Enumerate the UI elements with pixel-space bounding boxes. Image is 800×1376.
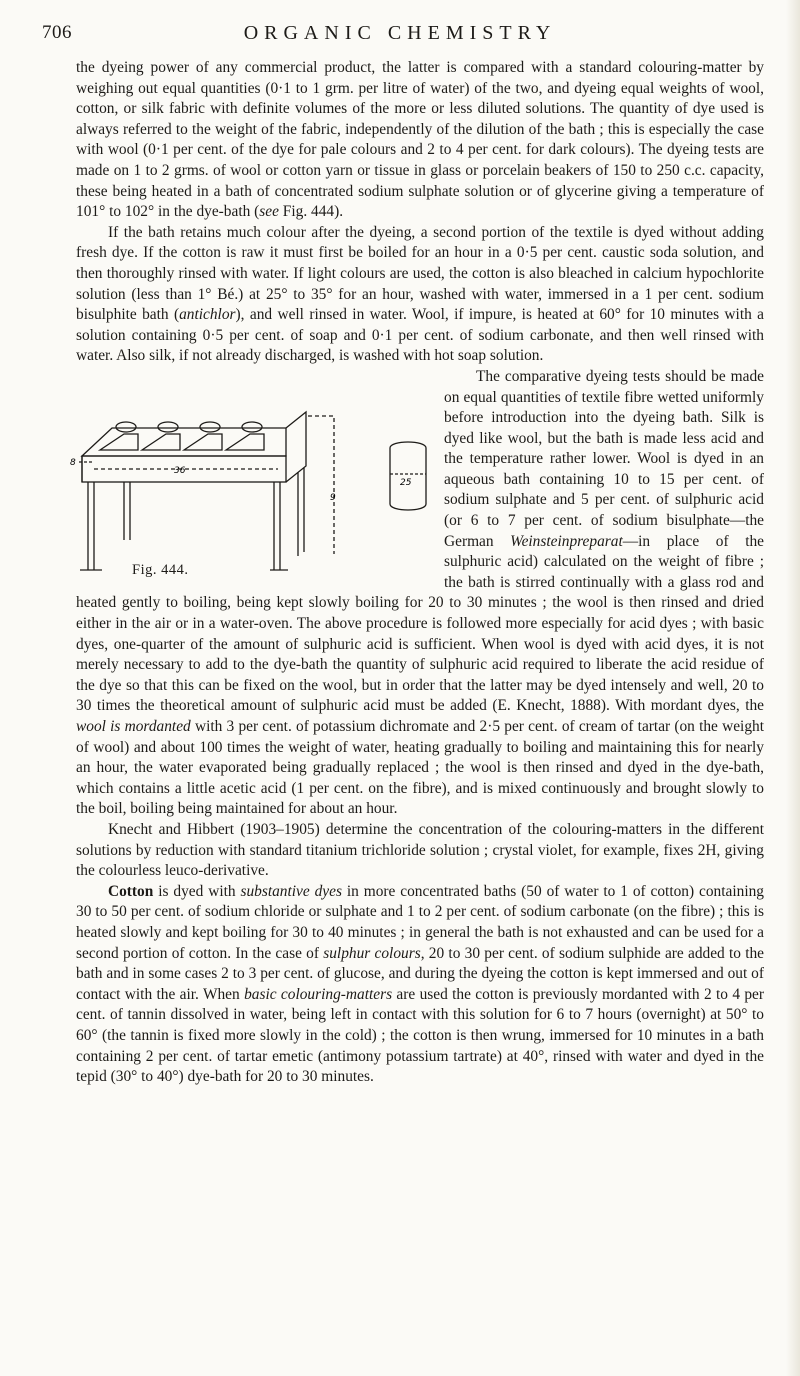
height-dimension-line (308, 416, 334, 554)
paragraph-1-end: Fig. 444). (278, 203, 344, 221)
beaker-holder-2 (142, 434, 180, 450)
dim-height-left-label: 8 (70, 457, 76, 468)
weinsteinpreparat-term: Weinsteinpreparat (510, 532, 623, 550)
antichlor-term: antichlor (179, 306, 236, 324)
front-left-leg (88, 482, 94, 570)
page-number: 706 (42, 22, 72, 43)
page-edge-shadow (786, 0, 800, 1376)
paragraph-5-text-c: , 20 to 30 per cent. of sodium sulphide are added to the bath and in some cases 2 to 3 per cent. of glucose, and during the dyeing the cotton is kept immersed and out of contact with the air. When (76, 944, 765, 1003)
paragraph-1-text: the dyeing power of any commercial product, the latter is compared with a standard colouring-matter by weighing out equal quantities (0·1 to 1 grm. per litre of water) of the two, and dyeing equal weights of wool, cotton, or silk fabric with definite volumes of the more or less diluted solutions. The quantity of dye used is always referred to the weight of the fabric, independently of the dilution of the bath ; this is especially the case with wool (0·1 per cent. of the dye for pale colours and 2 to 4 per cent. for dark colours). The dyeing tests are made on 1 to 2 grms. of wool or cotton yarn or tissue in glass or porcelain beakers of 150 to 250 c.c. capacity, these being heated in a bath of concentrated sodium sulphate solution or of glycerine giving a temperature of 101° to 102° in the dye-bath ( (76, 59, 764, 221)
paragraph-3-text-b: —in place of the sulphuric acid) calculated on the weight of fibre ; the bath is stirred continually with a glass rod and heated gently to boiling, being kept slowly boiling for 20 to 30 minutes ; the wool is then rinsed and dried either in the air or in a water-oven. The above procedure is followed more especially for acid dyes ; with basic dyes, one-quarter of the amount of sulphuric acid is sufficient. When wool is dyed with acid dyes, it is not merely necessary to add to the dye-bath the quantity of sulphuric acid required to liberate the acid residue of the dye so that this can be fixed on the wool, but in order that the latter may be dyed intensely and well, 20 to 30 times the theoretical amount of sulphuric acid must be added (E. Knecht, 1888). With mordant dyes, the (76, 532, 764, 715)
paragraph-1 (76, 58, 764, 223)
beaker-holder-4 (226, 434, 264, 450)
dim-height-right-label: 9 (330, 492, 336, 503)
paragraph-5-text-a: is dyed with (153, 882, 241, 900)
beaker-top-2 (158, 422, 178, 432)
basic-colouring-matters-term: basic colouring-matters (244, 985, 393, 1003)
paragraph-2-text-b: ), and well rinsed in water. Wool, if impure, is heated at 60° for 10 minutes with a solution containing 0·5 per cent. of soap and 0·1 per cent. of sodium carbonate, and then well rinsed with water. Also silk, if not already discharged, is washed with hot soap solution. (76, 306, 764, 365)
dye-bath-apparatus-illustration (34, 370, 430, 588)
bath-side (286, 412, 306, 482)
beaker-top-1 (116, 422, 136, 432)
sulphur-colours-term: sulphur colours (323, 944, 421, 962)
back-left-leg (124, 482, 130, 540)
beaker-top-3 (200, 422, 220, 432)
paragraph-4: Knecht and Hibbert (1903–1905) determine the concentration of the colouring-matters in the different solutions by reduction with standard titanium trichloride solution ; crystal violet, for example, fixes 2H, giving the colourless leuco-derivative. (76, 820, 764, 880)
figure-444 (34, 370, 430, 588)
beaker-holder-3 (184, 434, 222, 450)
paragraph-2-text-a: If the bath retains much colour after the dyeing, a second portion of the textile is dyed without adding fresh dye. If the cotton is raw it must first be boiled for an hour in a 0·5 per cent. caustic soda solution, and then thoroughly rinsed with water. If light colours are used, the cotton is also bleached in calcium hypochlorite solution (less than 1° Bé.) at 25° to 35° for an hour, washed with water, immersed in a 1 per cent. sodium bisulphite bath ( (76, 223, 764, 324)
paragraph-5-text-d: are used the cotton is previously mordanted with 2 to 4 per cent. of tannin dissolved in water, being left in contact with this solution for 6 to 7 hours (overnight) at 50° to 60° (the tannin is fixed more slowly in the cold) ; the cotton is then wrung, immersed for 10 minutes in a bath containing 2 per cent. of tartar emetic (antimony potassium tartrate) at 40°, rinsed with water and dyed in the tepid (30° to 40°) dye-bath for 20 to 30 minutes. (76, 985, 765, 1086)
substantive-dyes-term: substantive dyes (240, 882, 342, 900)
dim-length-label: 36 (174, 465, 186, 476)
wool-mordanted-term: wool is mordanted (76, 718, 191, 735)
see-reference: see (259, 203, 279, 221)
paragraph-3-text-c: with 3 per cent. of potassium dichromate and 2·5 per cent. of cream of tartar (on the weight of wool) and about 100 times the weight of water, heating gradually to boiling and maintaining this for nearly an hour, the water evaporated being gradually replaced ; the wool is then rinsed and dyed in the dye-bath, which contains a little acetic acid (1 per cent. on the fibre), and is mixed continuously and brought slowly to the boil, boiling being maintained for about an hour. (76, 718, 764, 818)
paragraph-3-text-a: The comparative dyeing tests should be made on equal quantities of textile fibre wetted uniformly before introduction into the dyeing bath. Silk is dyed like wool, but the bath is made less acid and the temperature rather lower. Wool is dyed in an aqueous bath containing 10 to 15 per cent. of sodium sulphate and 5 per cent. of sulphuric acid (or 6 to 7 per cent. of sodium bisulphate—the German (444, 367, 764, 550)
paragraph-5 (76, 882, 764, 1088)
dim-diameter-label: 25 (400, 477, 412, 488)
running-title: ORGANIC CHEMISTRY (243, 22, 557, 44)
figure-caption: Fig. 444. (132, 561, 189, 578)
front-right-leg (274, 482, 280, 570)
body-text (70, 58, 765, 1088)
beaker-top-4 (242, 422, 262, 432)
beaker-holder-1 (100, 434, 138, 450)
paragraph-2 (76, 223, 764, 367)
page-header (0, 20, 800, 56)
cotton-heading-term: Cotton (108, 882, 154, 900)
beaker-illustration (390, 442, 426, 510)
paragraph-5-text-b: in more concentrated baths (50 of water to 1 of cotton) containing 30 to 50 per cent. of sodium chloride or sulphate and 1 to 2 per cent. of sodium carbonate (on the fibre) ; this is heated slowly and kept boiling for 30 to 40 minutes ; in general the bath is not exhausted and can be used for a second portion of cotton. In the case of (76, 882, 764, 962)
back-right-leg (298, 468, 304, 556)
